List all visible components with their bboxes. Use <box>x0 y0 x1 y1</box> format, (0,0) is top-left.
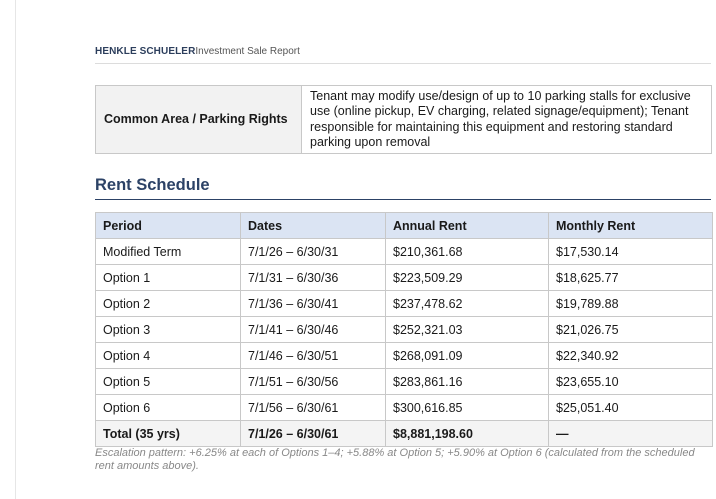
cell-annual-rent: $283,861.16 <box>386 369 549 395</box>
cell-dates: 7/1/56 – 6/30/61 <box>241 395 386 421</box>
cell-annual-rent: $252,321.03 <box>386 317 549 343</box>
cell-dates: 7/1/51 – 6/30/56 <box>241 369 386 395</box>
cell-period: Option 6 <box>96 395 241 421</box>
cell-period: Option 2 <box>96 291 241 317</box>
cell-period: Modified Term <box>96 239 241 265</box>
cell-period: Option 4 <box>96 343 241 369</box>
cell-period: Option 1 <box>96 265 241 291</box>
total-annual-rent: $8,881,198.60 <box>386 421 549 447</box>
page-edge-rule <box>15 0 16 499</box>
rent-schedule-table <box>95 212 713 447</box>
escalation-note: Escalation pattern: +6.25% at each of Options 1–4; +5.88% at Option 5; +5.90% at Option 6 (calculated from the scheduled rent amounts above). <box>95 447 695 472</box>
cell-monthly-rent: $23,655.10 <box>549 369 713 395</box>
cell-period: Option 5 <box>96 369 241 395</box>
cell-monthly-rent: $19,789.88 <box>549 291 713 317</box>
cell-monthly-rent: $25,051.40 <box>549 395 713 421</box>
rights-row <box>96 86 712 154</box>
cell-monthly-rent: $21,026.75 <box>549 317 713 343</box>
table-row <box>96 395 713 421</box>
cell-annual-rent: $210,361.68 <box>386 239 549 265</box>
report-title: Investment Sale Report <box>195 46 300 57</box>
section-title: Rent Schedule <box>95 175 711 200</box>
cell-annual-rent: $300,616.85 <box>386 395 549 421</box>
table-header-row <box>96 213 713 239</box>
cell-monthly-rent: $22,340.92 <box>549 343 713 369</box>
cell-dates: 7/1/36 – 6/30/41 <box>241 291 386 317</box>
column-header-dates: Dates <box>241 213 386 239</box>
brand-name: HENKLE SCHUELER <box>95 46 196 57</box>
total-period: Total (35 yrs) <box>96 421 241 447</box>
cell-dates: 7/1/26 – 6/30/31 <box>241 239 386 265</box>
cell-monthly-rent: $17,530.14 <box>549 239 713 265</box>
table-row <box>96 239 713 265</box>
total-row <box>96 421 713 447</box>
cell-annual-rent: $268,091.09 <box>386 343 549 369</box>
total-dates: 7/1/26 – 6/30/61 <box>241 421 386 447</box>
cell-annual-rent: $223,509.29 <box>386 265 549 291</box>
rights-label: Common Area / Parking Rights <box>96 86 302 154</box>
table-row <box>96 343 713 369</box>
rights-value: Tenant may modify use/design of up to 10 parking stalls for exclusive use (online pickup, EV charging, related signage/equipment); Tenant responsible for maintaining this equipment and restoring standard parking upon removal <box>302 86 712 154</box>
table-row <box>96 369 713 395</box>
total-monthly-rent: — <box>549 421 713 447</box>
cell-dates: 7/1/41 – 6/30/46 <box>241 317 386 343</box>
table-row <box>96 265 713 291</box>
cell-period: Option 3 <box>96 317 241 343</box>
cell-monthly-rent: $18,625.77 <box>549 265 713 291</box>
table-row <box>96 317 713 343</box>
cell-dates: 7/1/31 – 6/30/36 <box>241 265 386 291</box>
column-header-monthly-rent: Monthly Rent <box>549 213 713 239</box>
cell-annual-rent: $237,478.62 <box>386 291 549 317</box>
report-header <box>95 45 711 64</box>
rights-table <box>95 85 712 154</box>
column-header-period: Period <box>96 213 241 239</box>
cell-dates: 7/1/46 – 6/30/51 <box>241 343 386 369</box>
table-row <box>96 291 713 317</box>
column-header-annual-rent: Annual Rent <box>386 213 549 239</box>
